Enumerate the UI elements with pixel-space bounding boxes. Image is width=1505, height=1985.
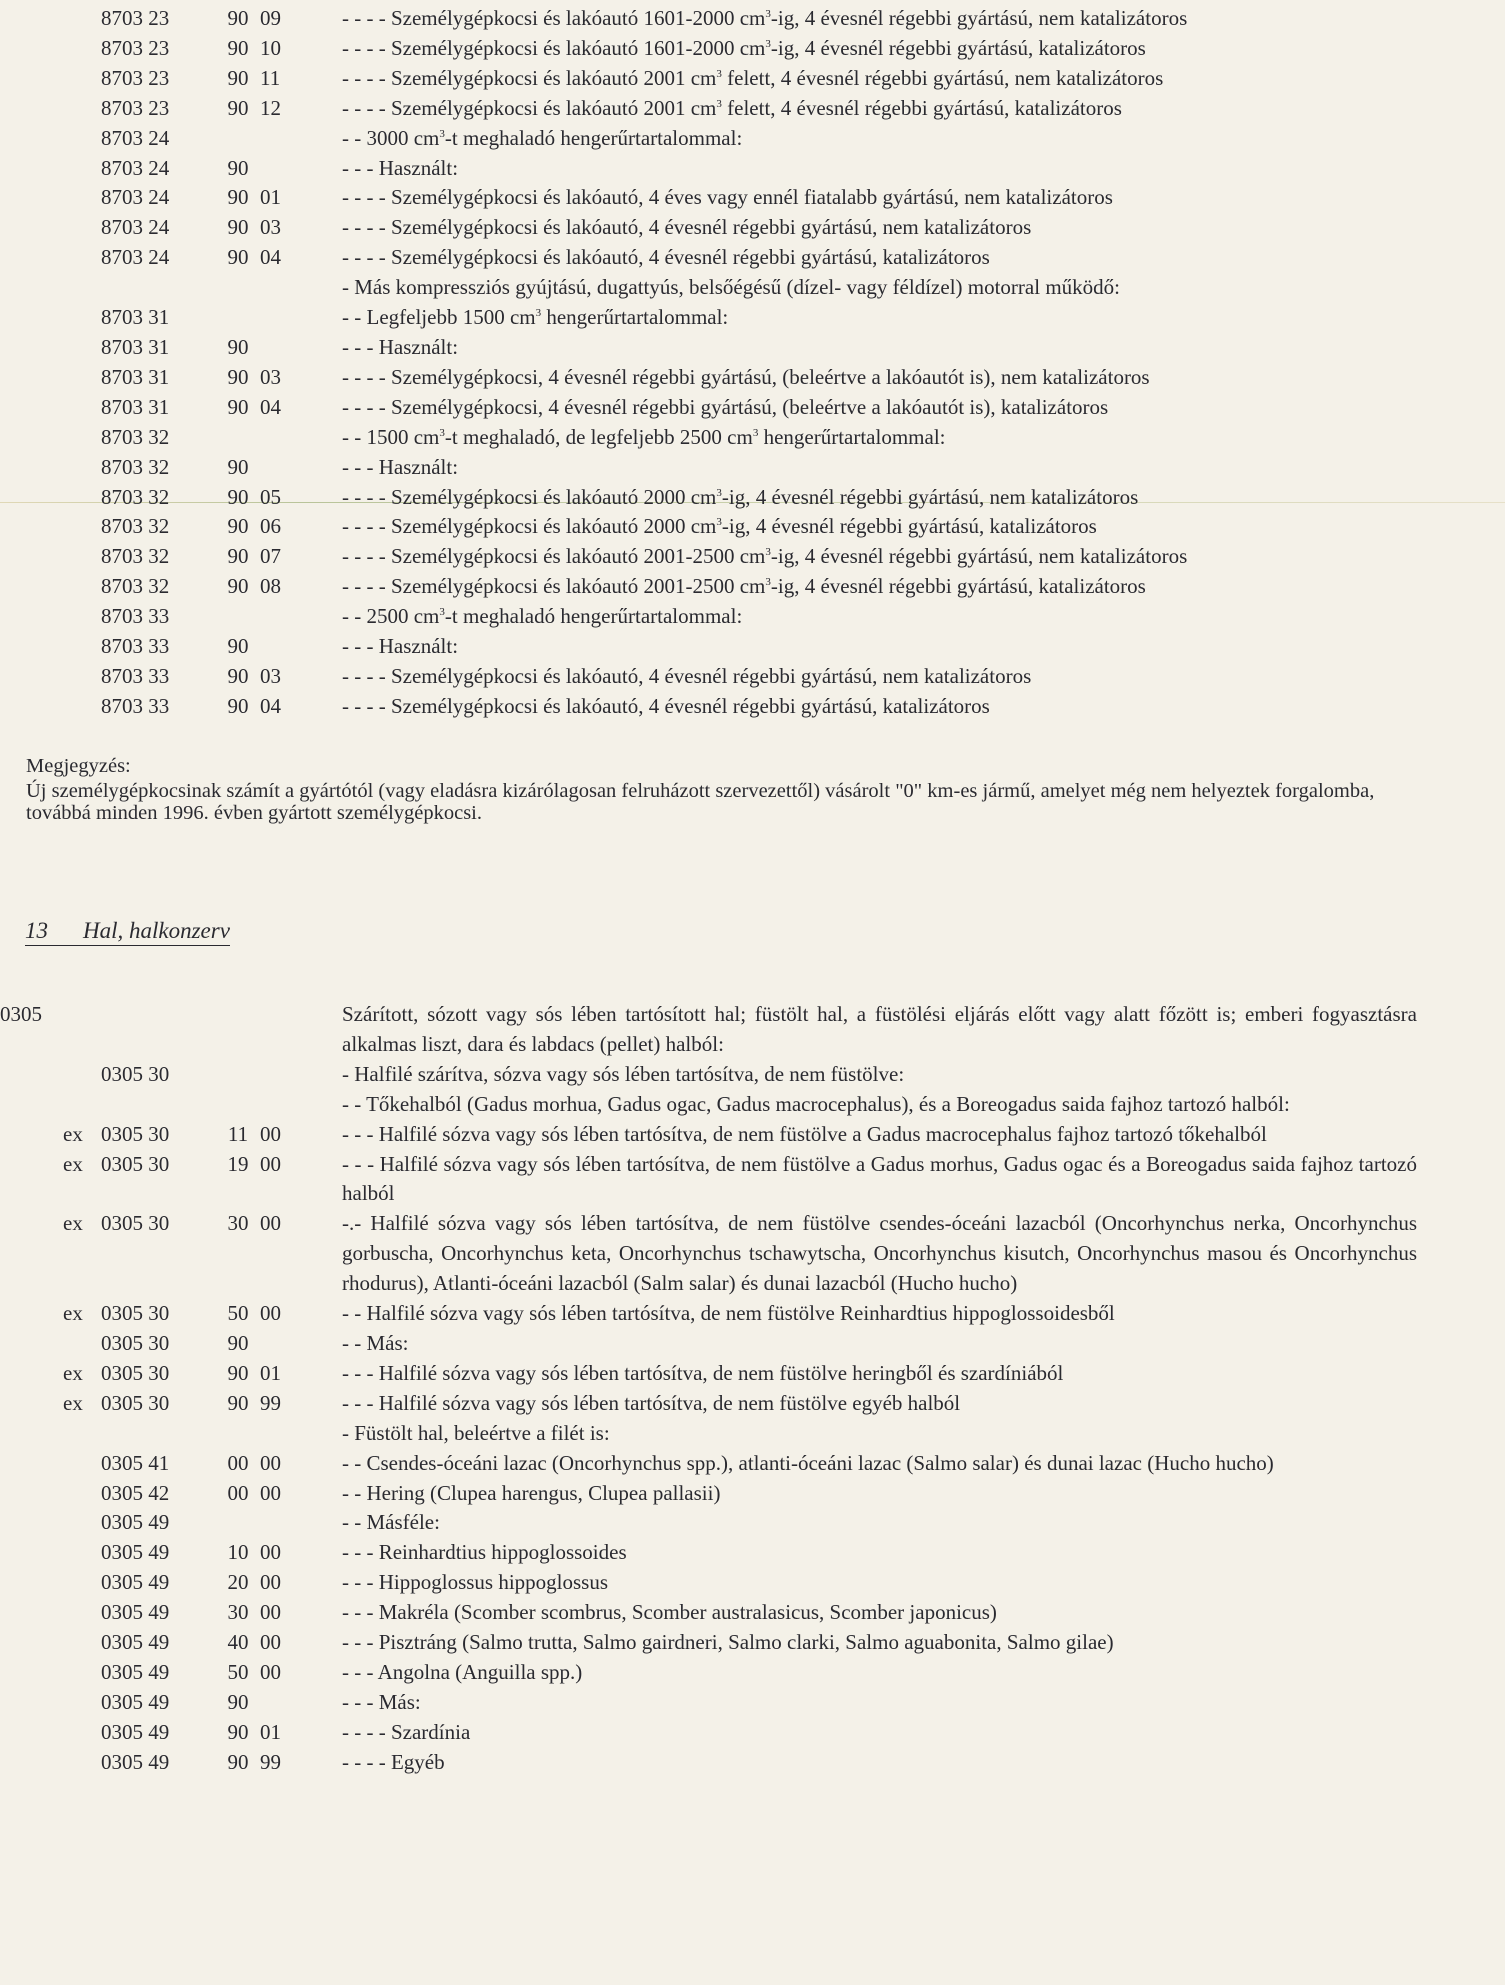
table-row [0, 512, 1505, 542]
table-row [0, 333, 1505, 363]
table-row [0, 1538, 1505, 1568]
item-description: - - - Használt: [342, 334, 459, 359]
tariff-code: 8703 32 [101, 574, 170, 599]
table-row [0, 1479, 1505, 1509]
table-row [0, 34, 1505, 64]
tariff-code: 0305 30 [101, 1151, 170, 1176]
table-row [0, 1150, 1505, 1210]
table-row [0, 1748, 1505, 1778]
suffix-code: 00 [260, 1480, 281, 1505]
item-description: - - - - Személygépkocsi és lakóautó 2001-2500 $cm^3-ig$, 4 évesnél régebbi gyártású, katalizátoros [342, 574, 1146, 599]
table-row [0, 1688, 1505, 1718]
item-description: - - - Halfilé sózva vagy sós lében tartósítva, de nem füstölve a Gadus morhus, Gadus ogac és a Boreogadus saida fajhoz tartozó halból [342, 1151, 1417, 1206]
tariff-code: 0305 [0, 1002, 42, 1026]
item-description: - - - Halfilé sózva vagy sós lében tartósítva, de nem füstölve egyéb halból [342, 1390, 961, 1415]
subheading-code: 90 [227, 95, 249, 120]
tariff-code: 8703 31 [101, 305, 170, 330]
item-description: - - - - Személygépkocsi, 4 évesnél régebbi gyártású, (beleértve a lakóautót is), nem katalizátoros [342, 364, 1150, 389]
item-description: - - Legfeljebb 1500 $cm^3$ hengerűrtartalommal: [342, 305, 729, 330]
suffix-code: 04 [260, 245, 281, 270]
suffix-code: 12 [260, 95, 281, 120]
table-row [0, 94, 1505, 124]
suffix-code: 01 [260, 1360, 281, 1385]
tariff-code: 0305 42 [101, 1480, 170, 1505]
suffix-code: 00 [260, 1600, 281, 1625]
item-description: - - - Használt: [342, 454, 459, 479]
fish-tariff-table [0, 1000, 1505, 1778]
subheading-code: 11 [227, 1121, 249, 1146]
item-description: - Más kompressziós gyújtású, dugattyús, belsőégésű (dízel- vagy féldízel) motorral működő: [342, 275, 1120, 300]
tariff-code: 0305 49 [101, 1659, 170, 1684]
item-description: - - - Reinhardtius hippoglossoides [342, 1540, 627, 1565]
item-description: - - Hering (Clupea harengus, Clupea pallasii) [342, 1480, 721, 1505]
item-description: - - - Használt: [342, 155, 459, 180]
subheading-code: 90 [227, 1689, 249, 1714]
tariff-code: 8703 33 [101, 693, 170, 718]
item-description: - - - - Szardínia [342, 1719, 471, 1744]
tariff-code: 0305 30 [101, 1211, 170, 1236]
suffix-code: 00 [260, 1540, 281, 1565]
table-row [0, 1209, 1505, 1299]
item-description: - - - - Személygépkocsi és lakóautó 2001-2500 $cm^3-ig$, 4 évesnél régebbi gyártású, nem katalizátoros [342, 544, 1188, 569]
subheading-code: 90 [227, 155, 249, 180]
table-row [0, 4, 1505, 34]
item-description: - - - - Személygépkocsi és lakóautó 1601-2000 $cm^3-ig$, 4 évesnél régebbi gyártású, katalizátoros [342, 35, 1146, 60]
item-description: - - - - Személygépkocsi és lakóautó 2001 $cm^3$ felett, 4 évesnél régebbi gyártású, katalizátoros [342, 95, 1122, 120]
table-row [0, 1299, 1505, 1329]
tariff-code: 8703 32 [101, 424, 170, 449]
table-row [0, 1000, 1505, 1060]
item-description: - - - - Személygépkocsi és lakóautó 2000 $cm^3-ig$, 4 évesnél régebbi gyártású, nem katalizátoros [342, 484, 1139, 509]
subheading-code: 10 [227, 1540, 249, 1565]
subheading-code: 90 [227, 544, 249, 569]
table-row [0, 1389, 1505, 1419]
subheading-code: 90 [227, 574, 249, 599]
tariff-code: 8703 24 [101, 215, 170, 240]
item-description: - - - Pisztráng (Salmo trutta, Salmo gairdneri, Salmo clarki, Salmo aguabonita, Salmo gilae) [342, 1630, 1114, 1655]
item-description: Szárított, sózott vagy sós lében tartósított hal; füstölt hal, a füstölési eljárás előtt vagy alatt főzött is; emberi fogyasztásra alkalmas liszt, dara és labdacs (pellet) halból: [342, 1002, 1417, 1056]
table-row [0, 1449, 1505, 1479]
subheading-code: 40 [227, 1630, 249, 1655]
suffix-code: 11 [260, 65, 281, 90]
item-description: - - 1500 $cm^3-t$ meghaladó, de legfeljebb 2500 $cm^3$ hengerűrtartalommal: [342, 424, 946, 449]
item-description: - - Csendes-óceáni lazac (Oncorhynchus spp.), atlanti-óceáni lazac (Salmo salar) és dunai lazac (Hucho hucho) [342, 1450, 1274, 1475]
subheading-code: 90 [227, 484, 249, 509]
tariff-code: 8703 32 [101, 514, 170, 539]
table-row [0, 1060, 1505, 1090]
table-row [0, 1120, 1505, 1150]
item-description: - - Másféle: [342, 1510, 440, 1535]
item-description: - - Más: [342, 1330, 409, 1355]
tariff-code: 0305 41 [101, 1450, 170, 1475]
ex-prefix: ex [63, 1151, 83, 1176]
tariff-code: 0305 30 [101, 1061, 170, 1086]
subheading-code: 50 [227, 1659, 249, 1684]
subheading-code: 90 [227, 454, 249, 479]
ex-prefix: ex [63, 1301, 83, 1326]
suffix-code: 09 [260, 6, 281, 30]
table-row [0, 1508, 1505, 1538]
table-row [0, 1628, 1505, 1658]
table-row [0, 542, 1505, 572]
table-row [0, 662, 1505, 692]
item-description: - - 3000 $cm^3-t$ meghaladó hengerűrtartalommal: [342, 125, 743, 150]
suffix-code: 00 [260, 1659, 281, 1684]
tariff-code: 0305 30 [101, 1330, 170, 1355]
table-row [0, 124, 1505, 154]
suffix-code: 04 [260, 394, 281, 419]
suffix-code: 03 [260, 364, 281, 389]
section-number: 13 [25, 918, 48, 943]
tariff-code: 0305 30 [101, 1301, 170, 1326]
suffix-code: 04 [260, 693, 281, 718]
item-description: - - - - Személygépkocsi és lakóautó, 4 évesnél régebbi gyártású, katalizátoros [342, 693, 990, 718]
table-row [0, 453, 1505, 483]
tariff-code: 8703 31 [101, 334, 170, 359]
suffix-code: 01 [260, 1719, 281, 1744]
table-row [0, 1090, 1505, 1120]
tariff-code: 0305 49 [101, 1510, 170, 1535]
table-row [0, 1718, 1505, 1748]
subheading-code: 90 [227, 364, 249, 389]
item-description: - - 2500 $cm^3-t$ meghaladó hengerűrtartalommal: [342, 604, 743, 629]
item-description: - - - Használt: [342, 634, 459, 659]
item-description: - - - - Személygépkocsi, 4 évesnél régebbi gyártású, (beleértve a lakóautót is), katalizátoros [342, 394, 1109, 419]
item-description: - - - Halfilé sózva vagy sós lében tartósítva, de nem füstölve a Gadus macrocephalus fajhoz tartozó tőkehalból [342, 1121, 1267, 1146]
item-description: - - - Halfilé sózva vagy sós lében tartósítva, de nem füstölve heringből és szardíniából [342, 1360, 1064, 1385]
section-title: Hal, halkonzerv [83, 918, 230, 943]
table-row [0, 1568, 1505, 1598]
table-row [0, 213, 1505, 243]
subheading-code: 90 [227, 65, 249, 90]
tariff-code: 8703 33 [101, 634, 170, 659]
table-row [0, 1598, 1505, 1628]
subheading-code: 30 [227, 1211, 249, 1236]
tariff-code: 0305 49 [101, 1600, 170, 1625]
tariff-code: 8703 31 [101, 364, 170, 389]
suffix-code: 03 [260, 663, 281, 688]
subheading-code: 90 [227, 245, 249, 270]
subheading-code: 90 [227, 514, 249, 539]
tariff-code: 0305 49 [101, 1540, 170, 1565]
tariff-code: 8703 23 [101, 35, 170, 60]
item-description: - - - - Személygépkocsi és lakóautó 1601-2000 $cm^3-ig$, 4 évesnél régebbi gyártású, nem katalizátoros [342, 6, 1188, 30]
tariff-code: 8703 33 [101, 663, 170, 688]
section-heading [25, 918, 230, 946]
tariff-code: 8703 32 [101, 454, 170, 479]
table-row [0, 303, 1505, 333]
tariff-code: 8703 23 [101, 95, 170, 120]
note-text: Új személygépkocsinak számít a gyártótól (vagy eladásra kizárólagosan felruházott szervezettől) vásárolt "0" km-es jármű, amelyet még nem helyeztek forgalomba, továbbá minden 1996. évben gyártott személygépkocsi. [26, 780, 1375, 824]
table-row [0, 602, 1505, 632]
tariff-code: 8703 32 [101, 484, 170, 509]
item-description: - - - Makréla (Scomber scombrus, Scomber australasicus, Scomber japonicus) [342, 1600, 997, 1625]
item-description: - - Halfilé sózva vagy sós lében tartósítva, de nem füstölve Reinhardtius hippoglossoidesből [342, 1301, 1115, 1326]
subheading-code: 90 [227, 215, 249, 240]
subheading-code: 00 [227, 1450, 249, 1475]
suffix-code: 01 [260, 185, 281, 210]
table-row [0, 632, 1505, 662]
ex-prefix: ex [63, 1121, 83, 1146]
subheading-code: 90 [227, 334, 249, 359]
table-row [0, 243, 1505, 273]
tariff-code: 8703 23 [101, 6, 170, 30]
ex-prefix: ex [63, 1390, 83, 1415]
subheading-code: 90 [227, 693, 249, 718]
table-row [0, 363, 1505, 393]
suffix-code: 10 [260, 35, 281, 60]
subheading-code: 90 [227, 634, 249, 659]
tariff-code: 0305 49 [101, 1630, 170, 1655]
tariff-code: 8703 31 [101, 394, 170, 419]
suffix-code: 03 [260, 215, 281, 240]
table-row [0, 483, 1505, 513]
suffix-code: 05 [260, 484, 281, 509]
vehicle-tariff-table [0, 4, 1505, 722]
tariff-code: 0305 49 [101, 1719, 170, 1744]
suffix-code: 00 [260, 1570, 281, 1595]
subheading-code: 19 [227, 1151, 249, 1176]
suffix-code: 07 [260, 544, 281, 569]
table-row [0, 1419, 1505, 1449]
suffix-code: 06 [260, 514, 281, 539]
subheading-code: 00 [227, 1480, 249, 1505]
item-description: - - Tőkehalból (Gadus morhua, Gadus ogac, Gadus macrocephalus), és a Boreogadus saida fajhoz tartozó halból: [342, 1091, 1290, 1116]
suffix-code: 00 [260, 1121, 281, 1146]
subheading-code: 90 [227, 35, 249, 60]
subheading-code: 90 [227, 185, 249, 210]
item-description: - - - - Személygépkocsi és lakóautó 2000 $cm^3-ig$, 4 évesnél régebbi gyártású, katalizátoros [342, 514, 1097, 539]
table-row [0, 692, 1505, 722]
tariff-code: 0305 49 [101, 1570, 170, 1595]
table-row [0, 1359, 1505, 1389]
tariff-code: 0305 30 [101, 1360, 170, 1385]
subheading-code: 90 [227, 1360, 249, 1385]
table-row [0, 64, 1505, 94]
suffix-code: 00 [260, 1211, 281, 1236]
item-description: - - - Más: [342, 1689, 421, 1714]
suffix-code: 08 [260, 574, 281, 599]
subheading-code: 50 [227, 1301, 249, 1326]
subheading-code: 90 [227, 394, 249, 419]
table-row [0, 572, 1505, 602]
table-row [0, 1658, 1505, 1688]
tariff-code: 0305 30 [101, 1390, 170, 1415]
table-row [0, 183, 1505, 213]
table-row [0, 154, 1505, 184]
subheading-code: 90 [227, 1330, 249, 1355]
tariff-code: 8703 24 [101, 125, 170, 150]
item-description: - - - - Személygépkocsi és lakóautó, 4 évesnél régebbi gyártású, nem katalizátoros [342, 215, 1032, 240]
subheading-code: 90 [227, 1749, 249, 1774]
table-row [0, 1329, 1505, 1359]
tariff-code: 8703 24 [101, 245, 170, 270]
suffix-code: 00 [260, 1630, 281, 1655]
item-description: - - - - Személygépkocsi és lakóautó, 4 éves vagy ennél fiatalabb gyártású, nem katalizátoros [342, 185, 1113, 210]
tariff-code: 8703 33 [101, 604, 170, 629]
item-description: - Füstölt hal, beleértve a filét is: [342, 1420, 610, 1445]
subheading-code: 90 [227, 663, 249, 688]
suffix-code: 99 [260, 1390, 281, 1415]
table-row [0, 273, 1505, 303]
item-description: - - - Hippoglossus hippoglossus [342, 1570, 609, 1595]
suffix-code: 00 [260, 1151, 281, 1176]
tariff-code: 0305 49 [101, 1689, 170, 1714]
subheading-code: 90 [227, 6, 249, 30]
note-title: Megjegyzés: [26, 755, 131, 777]
table-row [0, 393, 1505, 423]
subheading-code: 90 [227, 1719, 249, 1744]
tariff-code: 8703 24 [101, 155, 170, 180]
subheading-code: 20 [227, 1570, 249, 1595]
ex-prefix: ex [63, 1211, 83, 1236]
suffix-code: 99 [260, 1749, 281, 1774]
item-description: - - - - Személygépkocsi és lakóautó, 4 évesnél régebbi gyártású, nem katalizátoros [342, 663, 1032, 688]
item-description: -.- Halfilé sózva vagy sós lében tartósítva, de nem füstölve csendes-óceáni lazacból (Oncorhynchus nerka, Oncorhynchus gorbuscha, Oncorhynchus keta, Oncorhynchus tschawytscha, Oncorhynchus kisutch, Oncorhynchus masou és Oncorhynchus rhodurus), Atlanti-óceáni lazacból (Salm salar) és dunai lazacból (Hucho hucho) [342, 1211, 1417, 1296]
item-description: - - - - Egyéb [342, 1749, 445, 1774]
item-description: - - - Angolna (Anguilla spp.) [342, 1659, 583, 1684]
suffix-code: 00 [260, 1450, 281, 1475]
tariff-code: 8703 24 [101, 185, 170, 210]
tariff-code: 8703 23 [101, 65, 170, 90]
table-row [0, 423, 1505, 453]
item-description: - - - - Személygépkocsi és lakóautó 2001 $cm^3$ felett, 4 évesnél régebbi gyártású, nem katalizátoros [342, 65, 1164, 90]
item-description: - Halfilé szárítva, sózva vagy sós lében tartósítva, de nem füstölve: [342, 1061, 905, 1086]
note-block [26, 755, 1426, 824]
item-description: - - - - Személygépkocsi és lakóautó, 4 évesnél régebbi gyártású, katalizátoros [342, 245, 990, 270]
subheading-code: 30 [227, 1600, 249, 1625]
subheading-code: 90 [227, 1390, 249, 1415]
tariff-code: 0305 49 [101, 1749, 170, 1774]
suffix-code: 00 [260, 1301, 281, 1326]
tariff-code: 8703 32 [101, 544, 170, 569]
tariff-code: 0305 30 [101, 1121, 170, 1146]
ex-prefix: ex [63, 1360, 83, 1385]
